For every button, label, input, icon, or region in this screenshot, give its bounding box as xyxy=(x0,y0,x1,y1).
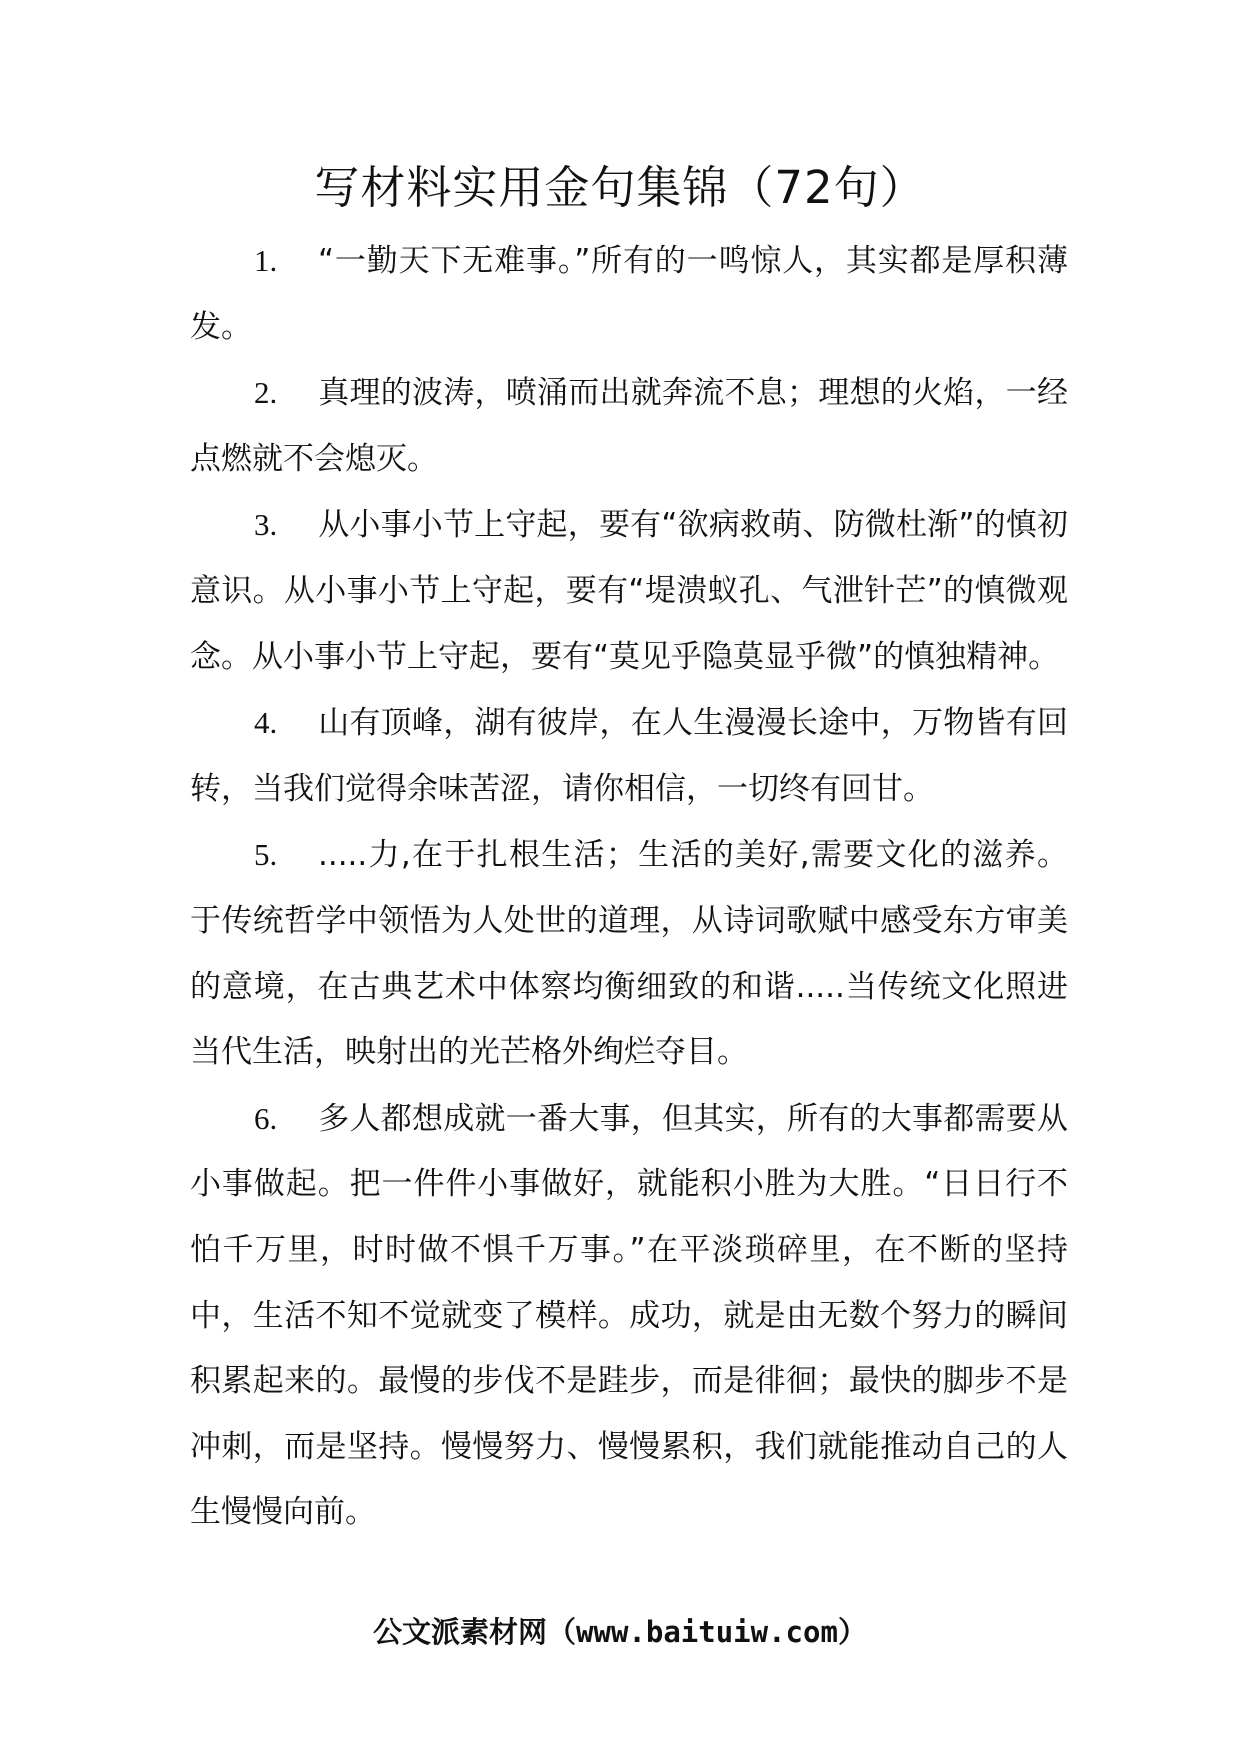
item-text: 山有顶峰，湖有彼岸，在人生漫漫长途中，万物皆有回转，当我们觉得余味苦涩，请你相信，一切终有回甘。 xyxy=(190,705,1068,807)
footer-source: 公文派素材网（www.baituiw.com） xyxy=(373,1615,867,1649)
document-body xyxy=(190,228,1068,1546)
list-item xyxy=(190,690,1068,822)
item-text: 从小事小节上守起，要有“欲病救萌、防微杜渐”的慎初意识。从小事小节上守起，要有“堤溃蚁孔、气泄针芒”的慎微观念。从小事小节上守起，要有“莫见乎隐莫显乎微”的慎独精神。 xyxy=(190,507,1068,675)
item-number: 1. xyxy=(254,243,278,278)
list-item xyxy=(190,1086,1068,1546)
list-item xyxy=(190,228,1068,360)
item-number: 6. xyxy=(254,1100,278,1136)
item-text: “一勤天下无难事。”所有的一鸣惊人，其实都是厚积薄发。 xyxy=(190,243,1068,345)
item-number: 3. xyxy=(254,507,278,543)
item-number: 4. xyxy=(254,705,278,741)
item-number: 5. xyxy=(254,837,278,873)
document-title: 写材料实用金句集锦（72句） xyxy=(314,161,926,214)
list-item xyxy=(190,492,1068,690)
item-text: 真理的波涛，喷涌而出就奔流不息；理想的火焰，一经点燃就不会熄灭。 xyxy=(190,375,1068,477)
list-item xyxy=(190,822,1068,1085)
list-item xyxy=(190,360,1068,492)
item-text: .....力,在于扎根生活；生活的美好,需要文化的滋养。于传统哲学中领悟为人处世的道理，从诗词歌赋中感受东方审美的意境，在古典艺术中体察均衡细致的和谐.....当传统文化照进当代生活，映射出的光芒格外绚烂夺目。 xyxy=(190,837,1068,1071)
item-number: 2. xyxy=(254,375,278,411)
item-text: 多人都想成就一番大事，但其实，所有的大事都需要从小事做起。把一件件小事做好，就能积小胜为大胜。“日日行不怕千万里，时时做不惧千万事。”在平淡琐碎里，在不断的坚持中，生活不知不觉就变了模样。成功，就是由无数个努力的瞬间积累起来的。最慢的步伐不是跬步，而是徘徊；最快的脚步不是冲刺，而是坚持。慢慢努力、慢慢累积，我们就能推动自己的人生慢慢向前。 xyxy=(190,1100,1068,1531)
